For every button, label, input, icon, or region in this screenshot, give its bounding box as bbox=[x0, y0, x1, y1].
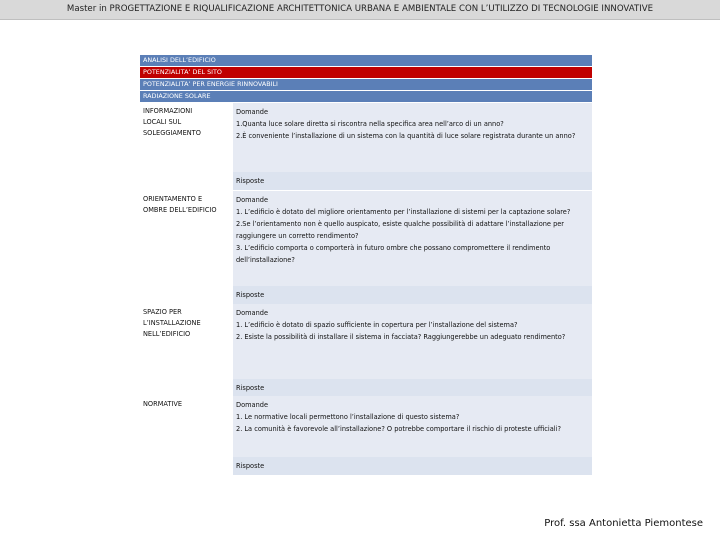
question-text: 1. L’edificio è dotato del migliore orientamento per l’installazione di sistemi per la captazione solare? bbox=[236, 208, 571, 216]
answers-heading: Risposte bbox=[236, 384, 265, 392]
question-text: 1. Le normative locali permettono l’installazione di questo sistema? bbox=[236, 413, 460, 421]
row-label-line: LOCALI SUL bbox=[143, 118, 182, 126]
question-text: 2. Esiste la possibilità di installare il sistema in facciata? Raggiungerebbe un adeguato rendimento? bbox=[236, 333, 566, 341]
table-row-orientamento bbox=[140, 191, 592, 304]
table-row-spazio bbox=[140, 304, 592, 396]
header-title: Master in PROGETTAZIONE E RIQUALIFICAZIONE ARCHITETTONICA URBANA E AMBIENTALE CON L’UTILIZZO DI TECNOLOGIE INNOVATIVE bbox=[0, 0, 720, 20]
answers-cell bbox=[233, 379, 592, 397]
questions-heading: Domande bbox=[236, 401, 268, 409]
row-label-line: NELL’EDIFICIO bbox=[143, 330, 191, 338]
question-text: 2.È conveniente l’installazione di un sistema con la quantità di luce solare registrata durante un anno? bbox=[236, 132, 576, 140]
row-label-line: SPAZIO PER bbox=[143, 308, 182, 316]
row-label-line: OMBRE DELL’EDIFICIO bbox=[143, 206, 217, 214]
band-radiazione-solare: RADIAZIONE SOLARE bbox=[140, 91, 592, 103]
row-content bbox=[230, 103, 592, 190]
questions-cell bbox=[233, 103, 592, 172]
row-content bbox=[230, 304, 592, 395]
question-text: 1.Quanta luce solare diretta si riscontra nella specifica area nell’arco di un anno? bbox=[236, 120, 504, 128]
answers-cell bbox=[233, 286, 592, 304]
questions-heading: Domande bbox=[236, 196, 268, 204]
row-label bbox=[140, 103, 230, 190]
row-label-line: INFORMAZIONI bbox=[143, 107, 193, 115]
question-text: 2.Se l’orientamento non è quello auspicato, esiste qualche possibilità di adattare l’installazione per raggiungere un corretto rendimento? bbox=[236, 220, 565, 240]
question-text: 1. L’edificio è dotato di spazio sufficiente in copertura per l’installazione del sistema? bbox=[236, 321, 518, 329]
question-text: 2. La comunità è favorevole all’installazione? O potrebbe comportare il rischio di proteste ufficiali? bbox=[236, 425, 561, 433]
footer-author: Prof. ssa Antonietta Piemontese bbox=[544, 518, 703, 529]
answers-heading: Risposte bbox=[236, 177, 265, 185]
questions-cell bbox=[233, 396, 592, 457]
row-label bbox=[140, 191, 230, 303]
table-row-normative bbox=[140, 396, 592, 474]
row-label bbox=[140, 304, 230, 395]
row-label-line: L’INSTALLAZIONE bbox=[143, 319, 201, 327]
row-label-line: NORMATIVE bbox=[143, 400, 183, 408]
table-row-informazioni bbox=[140, 103, 592, 191]
questions-heading: Domande bbox=[236, 309, 268, 317]
questions-cell bbox=[233, 191, 592, 286]
band-analisi: ANALISI DELL’EDIFICIO bbox=[140, 55, 592, 67]
answers-cell bbox=[233, 172, 592, 190]
answers-cell bbox=[233, 457, 592, 475]
question-text: 3. L’edificio comporta o comporterà in futuro ombre che possano compromettere il rendimento dell’installazione? bbox=[236, 244, 551, 264]
row-label bbox=[140, 396, 230, 473]
row-content bbox=[230, 191, 592, 303]
answers-heading: Risposte bbox=[236, 462, 265, 470]
row-label-line: SOLEGGIAMENTO bbox=[143, 129, 201, 137]
analysis-table bbox=[140, 55, 592, 474]
answers-heading: Risposte bbox=[236, 291, 265, 299]
row-content bbox=[230, 396, 592, 473]
questions-cell bbox=[233, 304, 592, 379]
band-potenzialita-energie: POTENZIALITA’ PER ENERGIE RINNOVABILI bbox=[140, 79, 592, 91]
row-label-line: ORIENTAMENTO E bbox=[143, 195, 203, 203]
questions-heading: Domande bbox=[236, 108, 268, 116]
band-potenzialita-sito: POTENZIALITA’ DEL SITO bbox=[140, 67, 592, 79]
